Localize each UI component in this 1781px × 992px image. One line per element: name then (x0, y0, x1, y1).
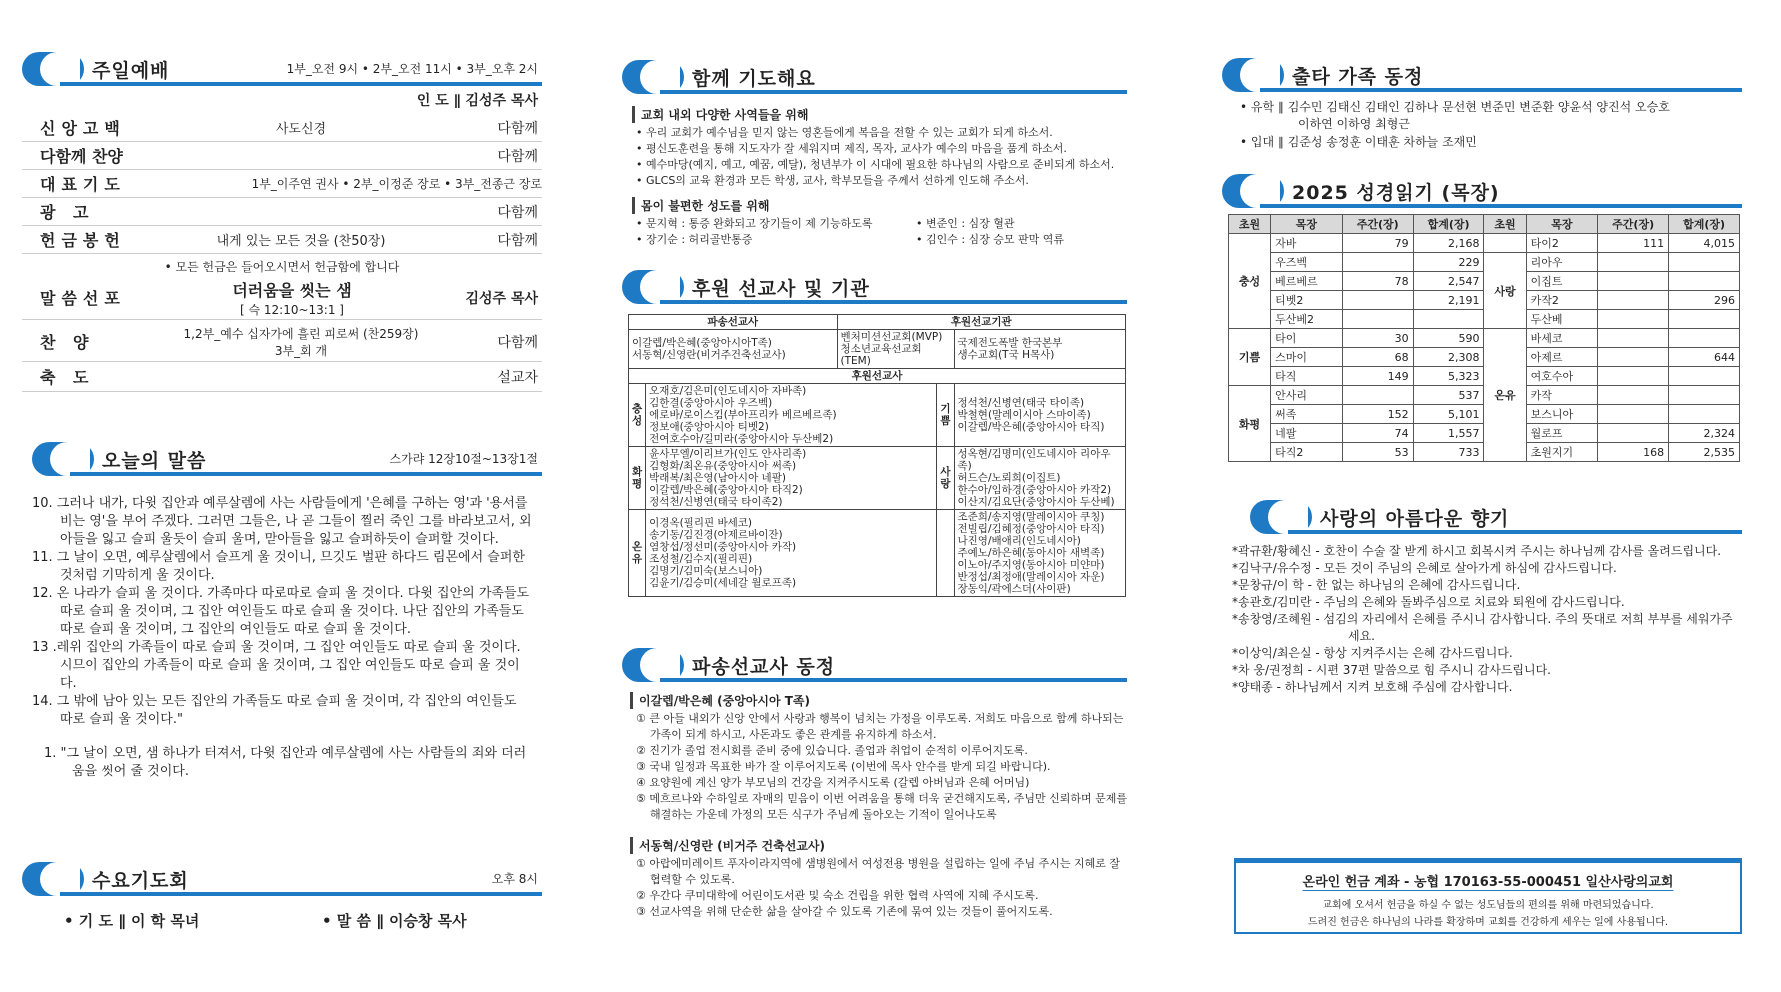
love-header (1250, 500, 1742, 534)
pray-header (622, 60, 1127, 94)
worship-row-prayer: 대표기도 1부_이주연 권사 • 2부_이정준 장로 • 3부_전종근 장로 (22, 170, 542, 198)
table-row: 써족 152 5,101 보스니아 (1229, 405, 1740, 424)
online-giving-note2: 드려진 헌금은 하나님의 나라를 확장하며 교회를 건강하게 세우는 일에 사용됩니다. (1307, 917, 1669, 928)
column-middle (622, 0, 1137, 992)
table-row: 화평 안사리 537 카작 (1229, 386, 1740, 405)
online-giving-note1: 교회에 오셔서 헌금을 하실 수 없는 성도님들의 편의를 위해 마련되었습니다. (1322, 900, 1654, 911)
news-title: 파송선교사 동정 (692, 655, 836, 678)
table-row: 타직 149 5,323 여호수아 (1229, 367, 1740, 386)
online-giving-account: 온라인 헌금 계좌 - 농협 170163-55-000451 일산사랑의교회 (1302, 875, 1674, 890)
wed-time: 오후 8시 (491, 872, 538, 886)
table-row: 충성 자바 79 2,168 타이2 111 4,015 (1229, 234, 1740, 253)
wed-title: 수요기도회 (92, 869, 189, 892)
pray-list: 교회 내외 다양한 사역들을 위해 • 우리 교회가 예수님을 믿지 않는 영혼들에게 복음을 전할 수 있는 교회가 되게 하소서. • 평신도훈련을 통해 지도자가 잘 세워지며 제직, 목자, 교사가 예수의 마음을 품게 하소서. • 예수마당(예지, 예고, 예꿈, 예달), 청년부가 이 시대에 필요한 하나님의 사람으로 준비되게 하소서. • GLCS의 교육 환경과 모든 학생, 교사, 학부모들을 주께서 선하게 인도해 주소서. 몸이 불편한 성도를 위해 • 문지혁 : 통증 완화되고 장기들이 제 기능하도록 • 변준인 : 심장 혈관 • 장기순 : 허리골반통증 • 김인수 : 심장 승모 판막 역류 (632, 102, 1132, 248)
sermon-preacher: 김성주 목사 (465, 290, 538, 307)
news-list: 이갈렙/박은혜 (중앙아시아 T족) ① 큰 아들 내외가 신앙 안에서 사랑과 행복이 넘치는 가정을 이루도록. 저희도 마음으로 함께 하나되는 가족이 되게 하시고, 사돈과도 좋은 관계를 유지하게 하소서. ② 진기가 졸업 전시회를 준비 중에 있습니다. 졸업과 취업이 순적히 이루어지도록. ③ 국내 일정과 목표한 바가 잘 이루어지도록 (이번에 목사 안수를 받게 되길 바랍니다). ④ 요양원에 계신 양가 부모님의 건강을 지켜주시도록 (갈렙 아버님과 은혜 어머님) ⑤ 메흐르나와 수하일로 자매의 믿음이 이번 어려움을 통해 더욱 굳건해지도록, 주님만 신뢰하며 문제를 해결하는 가운데 가정의 모든 식구가 주님께 돌아오는 기적이 일어나도록 서동혁/신영란 (비거주 건축선교사) ① 아랍에미레이트 푸자이라지역에 샘병원에서 여성전용 병원을 설립하는 일에 주님 주시는 지혜로 잘 협력할 수 있도록. ② 우간다 쿠미대학에 어린이도서관 및 숙소 건립을 위한 협력 사역에 지혜 주시도록. ③ 선교사역을 위해 단순한 삶을 살아갈 수 있도록 기존에 묶여 있는 것들이 풀어지도록. (630, 688, 1130, 920)
missions-header (622, 270, 1127, 304)
word-header (32, 442, 542, 476)
verse: 11. 그 날이 오면, 예루살렘에서 슬프게 울 것이니, 므깃도 벌판 하다드 림몬에서 슬퍼한 것처럼 기막히게 울 것이다. (32, 550, 525, 583)
column-left (22, 0, 542, 992)
verse: 12. 온 나라가 슬피 울 것이다. 가족마다 따로따로 슬피 울 것이다. 다윗 집안의 가족들도 따로 슬피 울 것이며, 그 집안 여인들도 따로 슬피 울 것이다. 나단 집안의 가족들도 따로 슬피 울 것이며, 그 집안의 여인들도 따로 슬피 울 것이다. (32, 586, 530, 637)
family-military: • 입대 ∥ 김준성 송정훈 이태훈 차하늘 조재민 (1240, 135, 1477, 149)
wed-header (22, 862, 542, 896)
table-row: 티벳2 2,191 카작2 296 (1229, 291, 1740, 310)
family-abroad-more: 이하연 이하영 최형근 (1298, 117, 1410, 131)
word-title: 오늘의 말씀 (102, 449, 207, 472)
love-list: *곽규환/황혜신 - 호찬이 수술 잘 받게 하시고 회복시켜 주시는 하나님께 감사를 올려드립니다. *김낙구/유수정 - 모든 것이 주님의 은혜로 살아가게 하심에 감사드립니다. *문창규/이 학 - 한 없는 하나님의 은혜에 감사드립니다. *송관호/김미란 - 주님의 은혜와 돌봐주심으로 치료와 퇴원에 감사드립니다. *송창영/조혜원 - 섬김의 자리에서 은혜를 주시니 감사합니다. 주의 뜻대로 저희 부부를 세워가주세요. *이상익/최은실 - 항상 지켜주시는 은혜 감사드립니다. *차 웅/권정희 - 시편 37편 말씀으로 힘 주시니 감사드립니다. *양태종 - 하나님께서 지켜 보호해 주심에 감사합니다. (1232, 544, 1733, 694)
worship-row-blessing: 축 도 설교자 (22, 362, 542, 392)
worship-title: 주일예배 (92, 59, 170, 82)
verse: 10. 그러나 내가, 다윗 집안과 예루살렘에 사는 사람들에게 '은혜를 구하는 영'과 '용서를 비는 영'을 부어 주겠다. 그러면 그들은, 나 곧 그들이 찔러 죽인 그를 바라보고서, 외아들을 잃고 슬피 울듯이 슬피 울며, 맏아들을 잃고 슬퍼하듯이 슬퍼할 것이다. (32, 496, 532, 547)
scripture-text (32, 495, 532, 781)
family-header (1222, 58, 1742, 92)
table-row: 두산베2 두산베 (1229, 310, 1740, 329)
wed-prayer: • 기 도 ∥ 이 학 목녀 (64, 912, 200, 930)
bible-header (1222, 174, 1742, 208)
missions-title: 후원 선교사 및 기관 (692, 277, 870, 300)
bible-table: 초원 목장 주간(장) 합계(장) 초원 목장 주간(장) 합계(장) 충성 자바 79 2,168 타이2 111 4,015 우즈벡 229 사랑 리아우 베르베르 78 2,547 이집트 티벳2 2,191 카작2 296 두산베2 두산베 기쁨 타이 30 590 온유 바세코 스마이 68 2,308 아제르 644 타직 149 5,323 여호수아 화평 안사리 537 카작 써족 152 5,101 보스니아 네팔 74 1,557 월로프 2,324 타직2 53 733 초원지기 168 2,535 (1228, 214, 1740, 462)
worship-row-hymn: 찬 양 1,2부_예수 십자가에 흘린 피로써 (찬259장) 3부_회 개 다함께 (22, 322, 542, 362)
column-right (1222, 0, 1752, 992)
table-row: 기쁨 타이 30 590 온유 바세코 (1229, 329, 1740, 348)
table-row: 우즈벡 229 사랑 리아우 (1229, 253, 1740, 272)
pray-title: 함께 기도해요 (692, 67, 816, 90)
worship-times: 1부_오전 9시 • 2부_오전 11시 • 3부_오후 2시 (286, 62, 538, 76)
table-row: 스마이 68 2,308 아제르 644 (1229, 348, 1740, 367)
bible-title: 2025 성경읽기 (목장) (1292, 181, 1500, 204)
sermon-ref: [ 슥 12:10~13:1 ] (240, 302, 344, 317)
family-title: 출타 가족 동정 (1292, 65, 1424, 88)
news-header (622, 648, 1127, 682)
worship-header (22, 52, 542, 86)
wed-word: • 말 씀 ∥ 이승창 목사 (322, 912, 467, 930)
verse: 14. 그 밖에 남아 있는 모든 집안의 가족들도 따로 슬피 울 것이며, 각 집안의 여인들도 따로 슬피 울 것이다." (32, 694, 517, 727)
missions-table: 파송선교사 후원선교기관 이갈렙/박은혜(중앙아시아T족) 서동혁/신영란(비거주건축선교사) 벤처미션선교회(MVP) 청소년교육선교회(TEM) 국제전도폭발 한국본부 생수교회(T국 H목사) 후원선교사 충성 오재호/김은미(인도네시아 자바족) 김한결(중앙아시아 우즈벡) 에로바/로이스킴(부아프리카 베르베르족) 정보애(중앙아시아 티벳2) 전여호수아/길미라(중앙아시아 두산베2) 기쁨 정석천/신병연(태국 타이족) 박철현(말레이시아 스마이족) 이갈렙/박은혜(중앙아시아 타직) 화평 윤사무엘/이리브가(인도 안사리족) 김형화/최온유(중앙아시아 써족) 박래복/최은영(남아시아 네팔) 이갈렙/박은혜(중앙아시아 타직2) 정석천/신병연(태국 타이족2) 사랑 성옥현/김명미(인도네시아 리아우족) 허드슨/노뢰희(이집트) 한수아/임하경(중앙아시아 카작2) 이산지/김요단(중앙아시아 두산베) 온유 이경옥(필리핀 바세코) 송기동/김진경(아제르바이잔) 염창섭/정선미(중앙아시아 카작) 조성철/김수지(필리핀) 김명기/김미숙(보스니아) 김윤기/김승미(세네갈 월로프족) 조준희/송지영(말레이시아 쿠칭) 전빌립/김혜정(중앙아시아 타직) 나진영/배애리(인도네시아) 주예노/하은혜(동아시아 새벽족) 이노아/주지영(동아시아 미얀마) 반정섭/최정애(말레이시아 자운) 장동익/곽에스더(사이판) (628, 314, 1126, 597)
table-row: 베르베르 78 2,547 이집트 (1229, 272, 1740, 291)
worship-row-creed: 신앙고백 사도신경 다함께 (22, 114, 542, 142)
verse: 13 .레위 집안의 가족들이 따로 슬피 울 것이며, 그 집안 여인들도 따로 슬피 울 것이다. 시므이 집안의 가족들이 따로 슬피 울 것이며, 그 집안 여인들도 따로 슬피 울 것이다. (32, 640, 521, 691)
worship-row-notice: 광 고 다함께 (22, 198, 542, 226)
sermon-title: 더러움을 씻는 샘 (232, 280, 352, 300)
worship-leader: 인 도 ∥ 김성주 목사 (416, 93, 538, 109)
love-title: 사랑의 아름다운 향기 (1320, 507, 1510, 530)
worship-row-sermon: 말씀선포 더러움을 씻는 샘 [ 슥 12:10~13:1 ] 김성주 목사 (22, 276, 542, 320)
worship-row-praise: 다함께 찬양 다함께 (22, 142, 542, 170)
online-giving-box (1234, 858, 1742, 934)
family-abroad: • 유학 ∥ 김수민 김태신 김태인 김하나 문선현 변준민 변준환 양윤석 양진석 오승호 (1240, 100, 1670, 114)
word-ref: 스가랴 12장10절~13장1절 (389, 452, 538, 466)
table-row: 타직2 53 733 초원지기 168 2,535 (1229, 443, 1740, 462)
worship-row-offering: 헌금봉헌 내게 있는 모든 것을 (찬50장) 다함께 (22, 226, 542, 254)
verse: 1. "그 날이 오면, 샘 하나가 터져서, 다윗 집안과 예루살렘에 사는 사람들의 죄와 더러움을 씻어 줄 것이다. (44, 746, 527, 779)
table-row: 네팔 74 1,557 월로프 2,324 (1229, 424, 1740, 443)
offering-note: • 모든 헌금은 들어오시면서 헌금함에 합니다 (164, 260, 400, 274)
